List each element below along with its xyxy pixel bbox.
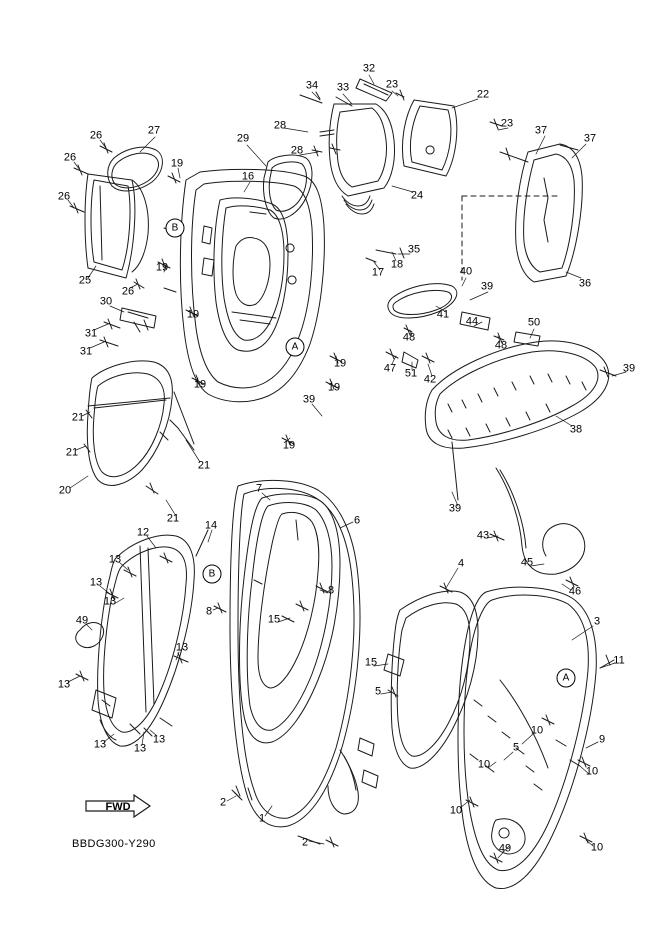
callout-number: 50 [527, 316, 541, 329]
callout-number: 13 [108, 553, 122, 566]
callout-number: 21 [71, 411, 85, 424]
callout-number: 37 [583, 132, 597, 145]
callout-number: 6 [353, 514, 361, 527]
callout-number: 21 [166, 512, 180, 525]
callout-number: 8 [327, 584, 335, 597]
callout-number: 28 [290, 144, 304, 157]
callout-number: 38 [569, 423, 583, 436]
callout-number: 25 [78, 274, 92, 287]
callout-number: 37 [534, 124, 548, 137]
callout-number: 30 [99, 295, 113, 308]
callout-number: 20 [58, 484, 72, 497]
callout-number: 1 [258, 812, 266, 825]
callout-number: 5 [374, 685, 382, 698]
callout-number: 23 [385, 78, 399, 91]
callout-number: 51 [404, 367, 418, 380]
callout-number: 49 [498, 842, 512, 855]
callout-number: 48 [494, 339, 508, 352]
callout-number: 32 [362, 62, 376, 75]
callout-number: 11 [613, 654, 625, 667]
callout-number: 2 [301, 836, 309, 849]
fwd-label: FWD [105, 801, 131, 813]
callout-number: 31 [79, 345, 93, 358]
callout-number: 19 [186, 308, 200, 321]
callout-number: 36 [578, 277, 592, 290]
callout-number: 15 [364, 656, 378, 669]
callout-number: 19 [155, 261, 169, 274]
callout-number: 49 [75, 614, 89, 627]
callout-number: 47 [383, 362, 397, 375]
callout-number: 13 [175, 641, 189, 654]
callout-number: 42 [423, 373, 437, 386]
callout-number: 24 [410, 189, 424, 202]
callout-number: 26 [89, 129, 103, 142]
callout-number: 3 [593, 615, 601, 628]
callout-number: 29 [236, 132, 250, 145]
callout-number: 31 [84, 327, 98, 340]
callout-number: 13 [89, 576, 103, 589]
circle-reference: A [557, 669, 576, 688]
callout-number: 26 [57, 190, 71, 203]
circle-reference: A [286, 338, 305, 357]
callout-number: 13 [57, 678, 71, 691]
callout-number: 19 [170, 157, 184, 170]
callout-number: 41 [436, 308, 450, 321]
callout-number: 14 [204, 519, 218, 532]
callout-number: 16 [241, 170, 255, 183]
callout-number: 9 [598, 733, 606, 746]
callout-number: 10 [590, 841, 604, 854]
callout-number: 10 [449, 804, 463, 817]
circle-reference: B [166, 219, 185, 238]
callout-number: 19 [193, 378, 207, 391]
callout-number: 33 [336, 81, 350, 94]
callout-number: 18 [390, 258, 404, 271]
callout-number: 19 [327, 381, 341, 394]
callout-number: 23 [500, 117, 514, 130]
circle-reference: B [203, 565, 222, 584]
callout-number: 28 [273, 119, 287, 132]
callout-number: 19 [282, 439, 296, 452]
callout-number: 39 [302, 393, 316, 406]
callout-number: 17 [371, 266, 385, 279]
callout-number: 13 [152, 733, 166, 746]
callout-number: 5 [512, 741, 520, 754]
callout-number: 44 [465, 315, 479, 328]
callout-number: 4 [457, 557, 465, 570]
callout-number: 40 [459, 265, 473, 278]
callout-number: 21 [65, 446, 79, 459]
callout-number: 35 [407, 243, 421, 256]
callout-number: 13 [103, 595, 117, 608]
callout-number: 39 [622, 362, 636, 375]
callout-number: 27 [147, 124, 161, 137]
callout-number: 10 [530, 724, 544, 737]
callout-number: 39 [480, 280, 494, 293]
callout-number: 34 [305, 79, 319, 92]
callout-number: 45 [520, 556, 534, 569]
callout-number: 2 [219, 796, 227, 809]
callout-number: 48 [402, 331, 416, 344]
callout-number: 13 [133, 742, 147, 755]
callout-number: 26 [63, 151, 77, 164]
callout-number: 12 [136, 526, 150, 539]
callout-number: 13 [93, 738, 107, 751]
callout-number: 46 [568, 585, 582, 598]
callout-number: 43 [476, 529, 490, 542]
callout-number: 15 [267, 613, 281, 626]
callout-number: 8 [205, 605, 213, 618]
callout-number: 10 [585, 765, 599, 778]
part-code-label: BBDG300-Y290 [72, 838, 156, 850]
callout-number: 10 [477, 758, 491, 771]
callout-number: 21 [197, 459, 211, 472]
callout-number: 19 [333, 357, 347, 370]
callout-number: 22 [476, 88, 490, 101]
callout-number: 7 [255, 482, 263, 495]
callout-number: 26 [121, 285, 135, 298]
callout-number: 39 [448, 502, 462, 515]
